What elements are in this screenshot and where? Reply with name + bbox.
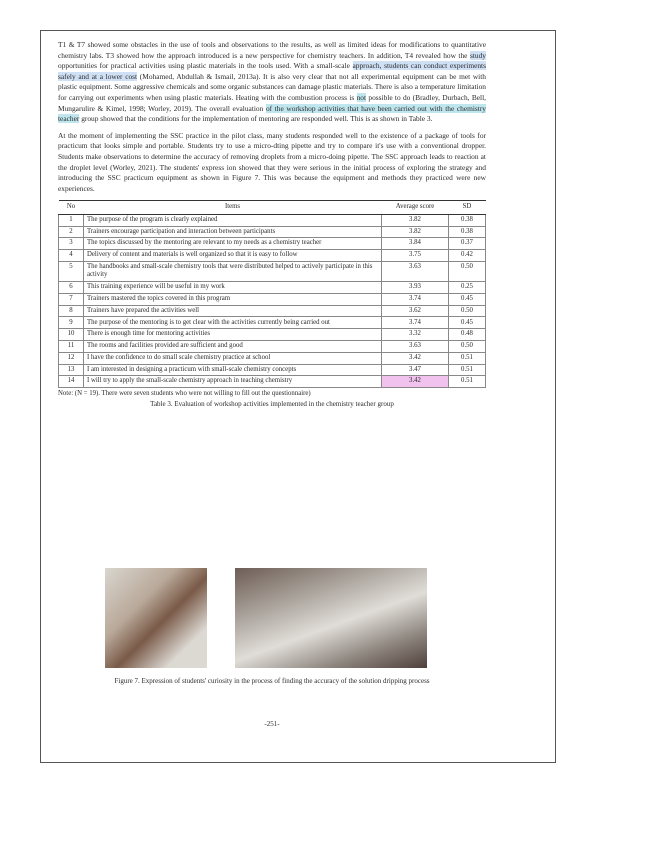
row-sd: 0.25	[449, 282, 486, 294]
row-no: 6	[59, 282, 84, 294]
row-no: 14	[59, 376, 84, 388]
table-row	[59, 364, 486, 376]
table-row	[59, 250, 486, 262]
row-item: The purpose of the mentoring is to get clear with the activities currently being carried out	[84, 317, 382, 329]
row-no: 4	[59, 250, 84, 262]
row-score: 3.62	[382, 305, 449, 317]
row-item: I have the confidence to do small scale chemistry practice at school	[84, 352, 382, 364]
header-sd: SD	[449, 201, 486, 214]
figure-caption: Figure 7. Expression of students' curiosity in the process of finding the accuracy of the solution dripping process	[114, 677, 430, 685]
row-score: 3.42	[382, 352, 449, 364]
paragraph-implementation: At the moment of implementing the SSC practice in the pilot class, many students responded well to the existence of a package of tools for practicum that looks simple and portable. Students try to use a micro-dting pipette and try to compare it's use with a conventional dropper. Students make observations to determine the accuracy of removing droplets from a micro-doing pipette. The SSC approach leads to reaction at the droplet level (Worley, 2021). The students' express ion showed that they were serious in the initial process of exploring the strategy and introducing the SSC practicum equipment as shown in Figure 7. This was because the equipment and methods they practiced were new experiences.	[58, 130, 486, 193]
row-item: I will try to apply the small-scale chemistry approach in teaching chemistry	[84, 376, 382, 388]
evaluation-table	[58, 200, 486, 388]
paragraph-text: possible to do (Bradley, Durbach, Bell, Mungarulire & Kimel, 1998; Worley, 2019). The overall evaluation	[58, 92, 486, 113]
row-sd: 0.51	[449, 376, 486, 388]
row-score: 3.32	[382, 329, 449, 341]
row-score: 3.63	[382, 340, 449, 352]
highlight-workshop[interactable]: of the workshop activities that have been carried out with the chemistry teacher	[58, 103, 487, 124]
row-item: Trainers mastered the topics covered in this program	[84, 293, 382, 305]
table-row	[59, 282, 486, 294]
page-number: -251-	[264, 720, 280, 728]
row-item: The topics discussed by the mentoring are relevant to my needs as a chemistry teacher	[84, 238, 382, 250]
table-caption: Table 3. Evaluation of workshop activities implemented in the chemistry teacher group	[150, 400, 394, 409]
table-row	[59, 376, 486, 388]
row-item: This training experience will be useful in my work	[84, 282, 382, 294]
row-sd: 0.50	[449, 305, 486, 317]
header-items: Items	[84, 201, 382, 214]
row-no: 5	[59, 261, 84, 281]
row-sd: 0.38	[449, 226, 486, 238]
row-sd: 0.37	[449, 238, 486, 250]
page-content	[58, 40, 486, 408]
table-note: Note: (N = 19). There were seven students who were not willing to fill out the questionnaire)	[58, 390, 311, 398]
row-score: 3.74	[382, 293, 449, 305]
photo-students-experiment	[235, 568, 427, 668]
row-item: Trainers have prepared the activities well	[84, 305, 382, 317]
row-sd: 0.51	[449, 352, 486, 364]
paragraph-text: group showed that the conditions for the implementation of mentoring are responded well. This is as shown in Table 3.	[79, 114, 433, 124]
table-row	[59, 340, 486, 352]
row-score: 3.75	[382, 250, 449, 262]
table-row	[59, 317, 486, 329]
row-sd: 0.45	[449, 317, 486, 329]
row-no: 8	[59, 305, 84, 317]
paragraph-text: opportunities for practical activities using plastic materials in the tools used. With a small-scale	[58, 61, 353, 71]
row-score: 3.47	[382, 364, 449, 376]
table-row	[59, 226, 486, 238]
row-score: 3.74	[382, 317, 449, 329]
row-no: 1	[59, 214, 84, 226]
row-no: 13	[59, 364, 84, 376]
paragraph-text: (Mohamed, Abdullah & Ismail, 2013a). It is also very clear that not all experimental equipment can be met with plastic equipment. Some aggressive chemicals and some organic substances can damage plastic materials. There is also a temperature limitation for carrying out experiments when using plastic materials. Heating with the combustion process is	[58, 71, 486, 102]
row-no: 10	[59, 329, 84, 341]
row-no: 12	[59, 352, 84, 364]
row-item: The rooms and facilities provided are sufficient and good	[84, 340, 382, 352]
row-sd: 0.50	[449, 261, 486, 281]
table-header-row	[59, 201, 486, 214]
row-score: 3.84	[382, 238, 449, 250]
row-item: Trainers encourage participation and interaction between participants	[84, 226, 382, 238]
row-sd: 0.38	[449, 214, 486, 226]
row-no: 7	[59, 293, 84, 305]
row-score: 3.82	[382, 226, 449, 238]
figure-photos	[105, 568, 495, 670]
row-sd: 0.42	[449, 250, 486, 262]
table-row	[59, 293, 486, 305]
row-score: 3.63	[382, 261, 449, 281]
table-row	[59, 329, 486, 341]
paragraph-text: T1 & T7 showed some obstacles in the use of tools and observations to the results, as well as limited ideas for modifications to quantitative chemistry labs. T3 showed how the approach introduced is a new perspective for chemistry teachers. In addition, T4 revealed how the	[58, 40, 486, 60]
row-no: 9	[59, 317, 84, 329]
row-item: I am interested in designing a practicum with small-scale chemistry concepts	[84, 364, 382, 376]
row-item: There is enough time for mentoring activities	[84, 329, 382, 341]
row-score: 3.82	[382, 214, 449, 226]
row-item: Delivery of content and materials is well organized so that it is easy to follow	[84, 250, 382, 262]
row-sd: 0.51	[449, 364, 486, 376]
table-row	[59, 305, 486, 317]
table-row	[59, 352, 486, 364]
row-sd: 0.48	[449, 329, 486, 341]
header-no: No	[59, 201, 84, 214]
table-row	[59, 261, 486, 281]
highlight-study[interactable]: study	[469, 50, 486, 60]
paragraph-discussion	[58, 40, 486, 125]
photo-student-pipette	[105, 568, 207, 668]
header-average-score: Average score	[382, 201, 449, 214]
row-no: 2	[59, 226, 84, 238]
row-score: 3.42	[382, 376, 449, 388]
table-row	[59, 214, 486, 226]
row-sd: 0.45	[449, 293, 486, 305]
row-sd: 0.50	[449, 340, 486, 352]
highlight-approach[interactable]: approach, students can conduct experiments safely and at a lower cost	[58, 61, 486, 81]
row-no: 3	[59, 238, 84, 250]
table-row	[59, 238, 486, 250]
row-no: 11	[59, 340, 84, 352]
row-item: The handbooks and small-scale chemistry tools that were distributed helped to actively participate in this activity	[84, 261, 382, 281]
row-score: 3.93	[382, 282, 449, 294]
row-item: The purpose of the program is clearly explained	[84, 214, 382, 226]
highlight-not[interactable]: not	[356, 92, 367, 102]
